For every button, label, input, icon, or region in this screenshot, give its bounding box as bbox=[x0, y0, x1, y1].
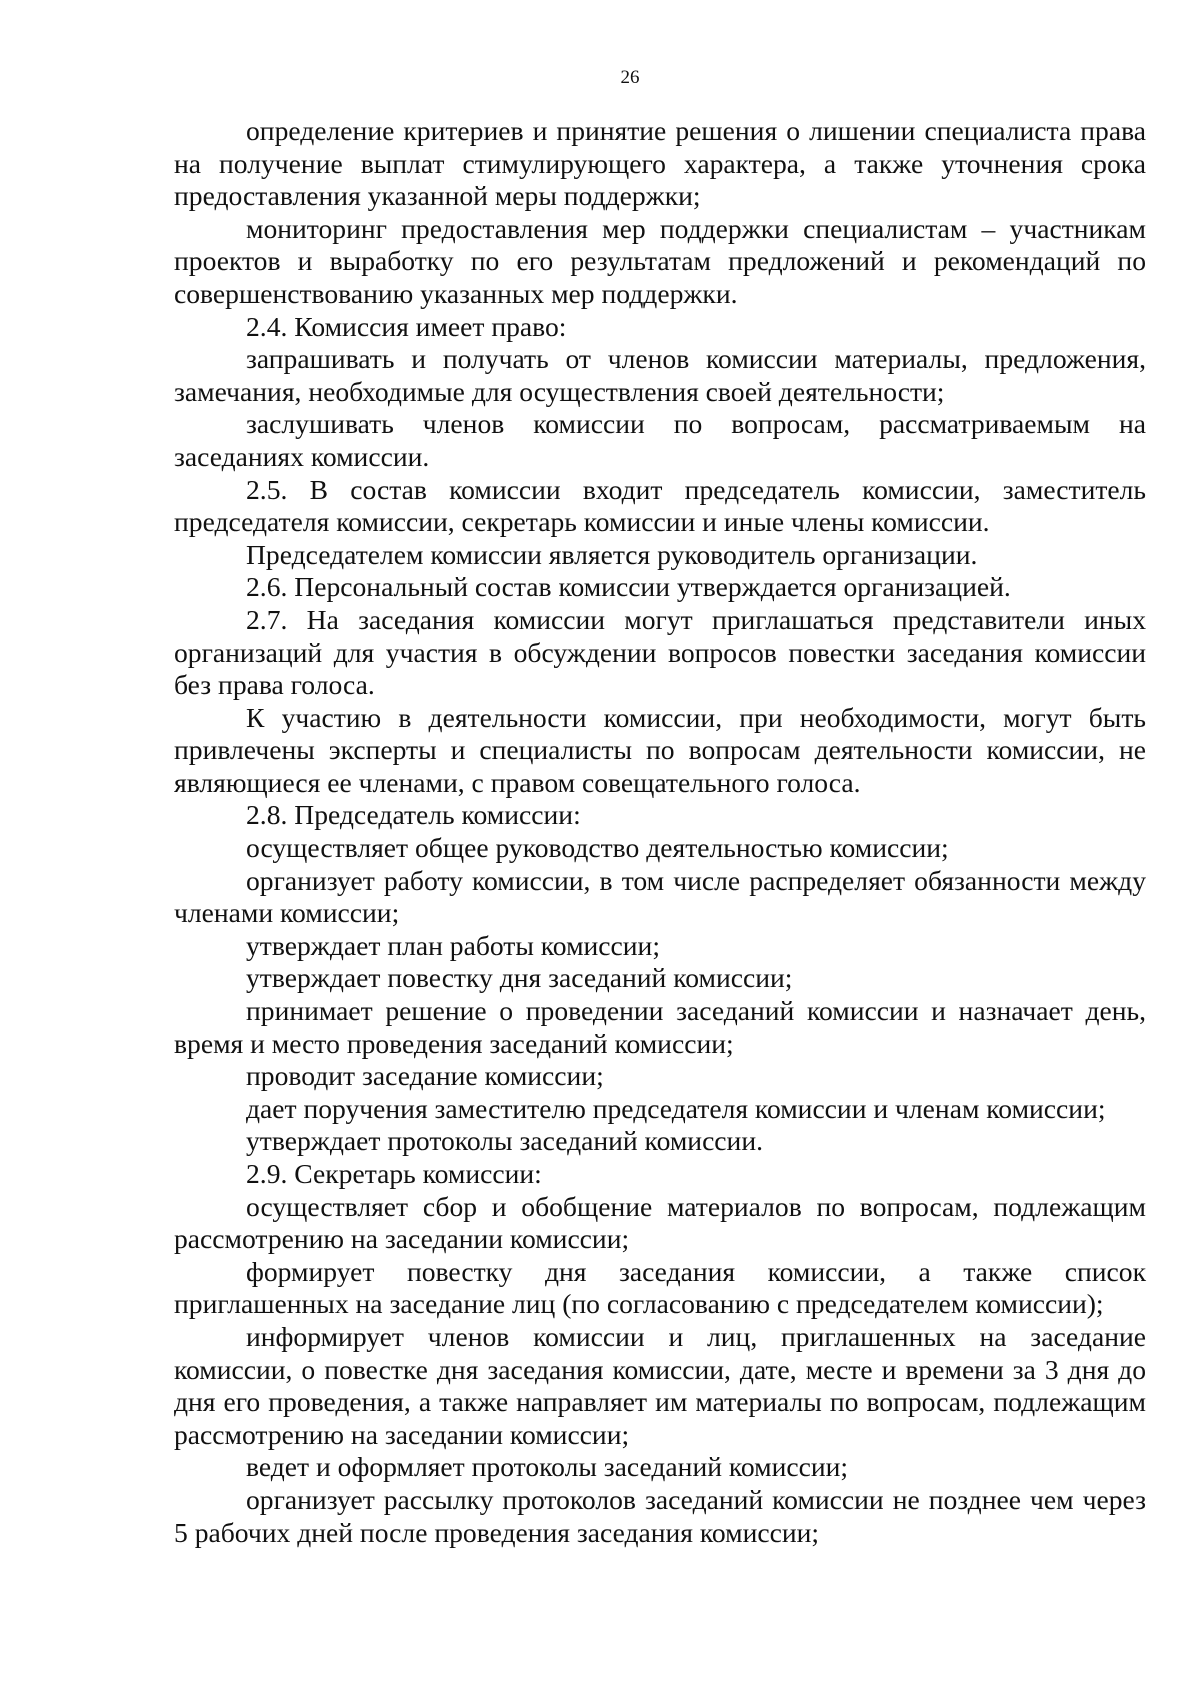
paragraph: 2.7. На заседания комиссии могут приглашаться представители иных организаций для участия в обсуждении вопросов повестки заседания комиссии без права голоса. bbox=[174, 603, 1146, 701]
document-body bbox=[174, 115, 1146, 1549]
paragraph: утверждает повестку дня заседаний комиссии; bbox=[246, 962, 793, 994]
page-number: 26 bbox=[620, 67, 640, 88]
paragraph: принимает решение о проведении заседаний комиссии и назначает день, время и место проведения заседаний комиссии; bbox=[174, 995, 1146, 1059]
paragraph: 2.5. В состав комиссии входит председатель комиссии, заместитель председателя комиссии, секретарь комиссии и иные члены комиссии. bbox=[174, 473, 1146, 538]
paragraph: информирует членов комиссии и лиц, приглашенных на заседание комиссии, о повестке дня заседания комиссии, дате, месте и времени за 3 дня до дня его проведения, а также направляет им материалы по вопросам, подлежащим рассмотрению на заседании комиссии; bbox=[174, 1320, 1146, 1450]
paragraph: осуществляет сбор и обобщение материалов по вопросам, подлежащим рассмотрению на заседании комиссии; bbox=[174, 1190, 1146, 1255]
paragraph: определение критериев и принятие решения о лишении специалиста права на получение выплат стимулирующего характера, а также уточнения срока предоставления указанной меры поддержки; bbox=[174, 115, 1146, 212]
paragraph: мониторинг предоставления мер поддержки специалистам – участникам проектов и выработку по его результатам предложений и рекомендаций по совершенствованию указанных мер поддержки. bbox=[174, 212, 1146, 309]
paragraph: организует рассылку протоколов заседаний комиссии не позднее чем через 5 рабочих дней после проведения заседания комиссии; bbox=[174, 1483, 1146, 1548]
section-heading: 2.8. Председатель комиссии: bbox=[246, 799, 581, 831]
paragraph: заслушивать членов комиссии по вопросам, рассматриваемым на заседаниях комиссии. bbox=[174, 408, 1146, 472]
paragraph: формирует повестку дня заседания комиссии, а также список приглашенных на заседание лиц (по согласованию с председателем комиссии); bbox=[174, 1255, 1146, 1320]
paragraph: ведет и оформляет протоколы заседаний комиссии; bbox=[246, 1451, 849, 1483]
paragraph: Председателем комиссии является руководитель организации. bbox=[246, 538, 978, 570]
section-heading: 2.4. Комиссия имеет право: bbox=[246, 310, 567, 342]
paragraph: утверждает план работы комиссии; bbox=[246, 929, 660, 961]
paragraph: осуществляет общее руководство деятельностью комиссии; bbox=[246, 832, 949, 864]
paragraph: утверждает протоколы заседаний комиссии. bbox=[246, 1125, 763, 1157]
paragraph: организует работу комиссии, в том числе распределяет обязанности между членами комиссии; bbox=[174, 864, 1146, 929]
paragraph: запрашивать и получать от членов комиссии материалы, предложения, замечания, необходимые для осуществления своей деятельности; bbox=[174, 343, 1146, 407]
section-heading: 2.9. Секретарь комиссии: bbox=[246, 1158, 542, 1189]
paragraph: К участию в деятельности комиссии, при необходимости, могут быть привлечены эксперты и специалисты по вопросам деятельности комиссии, не являющиеся ее членами, с правом совещательного голоса. bbox=[174, 701, 1146, 798]
paragraph: проводит заседание комиссии; bbox=[246, 1060, 604, 1092]
paragraph: дает поручения заместителю председателя комиссии и членам комиссии; bbox=[246, 1092, 1106, 1124]
paragraph: 2.6. Персональный состав комиссии утверждается организацией. bbox=[246, 571, 1011, 603]
